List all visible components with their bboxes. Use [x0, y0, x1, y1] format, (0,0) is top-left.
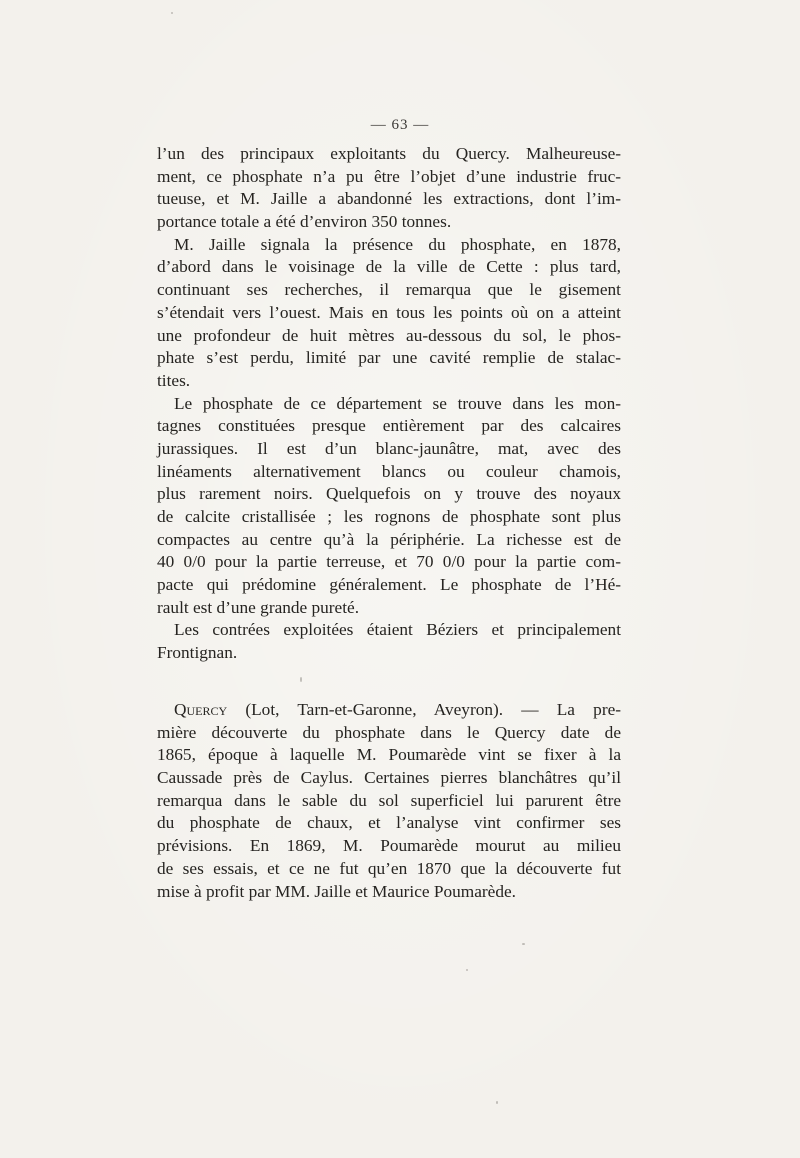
text-block-upper	[157, 143, 621, 665]
paper-speck	[496, 1101, 498, 1104]
text-line: 40 0/0 pour la partie terreuse, et 70 0/0 pour la partie com-	[157, 552, 621, 572]
text-line: de ses essais, et ce ne fut qu’en 1870 que la découverte fut	[157, 858, 621, 878]
text-line: pacte qui prédomine généralement. Le phosphate de l’Hé-	[157, 575, 621, 595]
paper-speck	[522, 943, 525, 945]
text-line: une profondeur de huit mètres au-dessous du sol, le phos-	[157, 325, 621, 345]
text-line: remarqua dans le sable du sol superficiel lui parurent être	[157, 790, 621, 810]
paragraph	[157, 143, 621, 234]
text-line: linéaments alternativement blancs ou couleur chamois,	[157, 461, 621, 481]
text-line: d’abord dans le voisinage de la ville de Cette : plus tard,	[157, 257, 621, 277]
text-line: phate s’est perdu, limité par une cavité remplie de stalac-	[157, 348, 621, 368]
text-line	[157, 699, 621, 722]
text-line: tagnes constituées presque entièrement par des calcaires	[157, 416, 621, 436]
text-line: s’étendait vers l’ouest. Mais en tous les points où on a atteint	[157, 302, 621, 322]
text-line: Les contrées exploitées étaient Béziers et principalement	[174, 620, 621, 640]
text-line: M. Jaille signala la présence du phosphate, en 1878,	[174, 234, 621, 254]
text-line: portance totale a été d’environ 350 tonnes.	[157, 212, 452, 232]
text-line: compactes au centre qu’à la périphérie. La richesse est de	[157, 529, 621, 549]
text-line: tueuse, et M. Jaille a abandonné les extractions, dont l’im-	[157, 189, 621, 209]
text-line: jurassiques. Il est d’un blanc-jaunâtre, mat, avec des	[157, 438, 621, 458]
text-line: Frontignan.	[157, 643, 238, 663]
text-line: prévisions. En 1869, M. Poumarède mourut au milieu	[157, 836, 621, 856]
text-line: mière découverte du phosphate dans le Quercy date de	[157, 722, 621, 742]
paragraph-quercy	[157, 699, 621, 903]
text-line: Le phosphate de ce département se trouve dans les mon-	[174, 393, 621, 413]
text-line: de calcite cristallisée ; les rognons de phosphate sont plus	[157, 507, 621, 526]
text-line-rest: (Lot, Tarn-et-Garonne, Aveyron). — La pre-	[227, 700, 621, 719]
text-line: rault est d’une grande pureté.	[157, 597, 360, 617]
section-heading: Quercy	[174, 700, 228, 719]
paper-speck	[466, 969, 468, 971]
text-line: ment, ce phosphate n’a pu être l’objet d’une industrie fruc-	[157, 166, 621, 186]
paragraph	[157, 393, 621, 620]
paragraph	[157, 619, 621, 664]
paragraph	[157, 234, 621, 393]
text-block-lower	[157, 699, 621, 903]
text-line: plus rarement noirs. Quelquefois on y trouve des noyaux	[157, 484, 621, 504]
text-line: continuant ses recherches, il remarqua que le gisement	[157, 280, 621, 300]
text-line: 1865, époque à laquelle M. Poumarède vint se fixer à la	[157, 745, 621, 765]
text-line: du phosphate de chaux, et l’analyse vint confirmer ses	[157, 813, 621, 833]
text-line: Caussade près de Caylus. Certaines pierres blanchâtres qu’il	[157, 768, 621, 788]
page-number: — 63 —	[370, 117, 430, 133]
paper-speck	[300, 677, 302, 682]
text-line: mise à profit par MM. Jaille et Maurice Poumarède.	[157, 881, 516, 901]
text-line: tites.	[157, 370, 191, 390]
paper-speck	[171, 12, 173, 14]
text-line: l’un des principaux exploitants du Quercy. Malheureuse-	[157, 144, 621, 163]
